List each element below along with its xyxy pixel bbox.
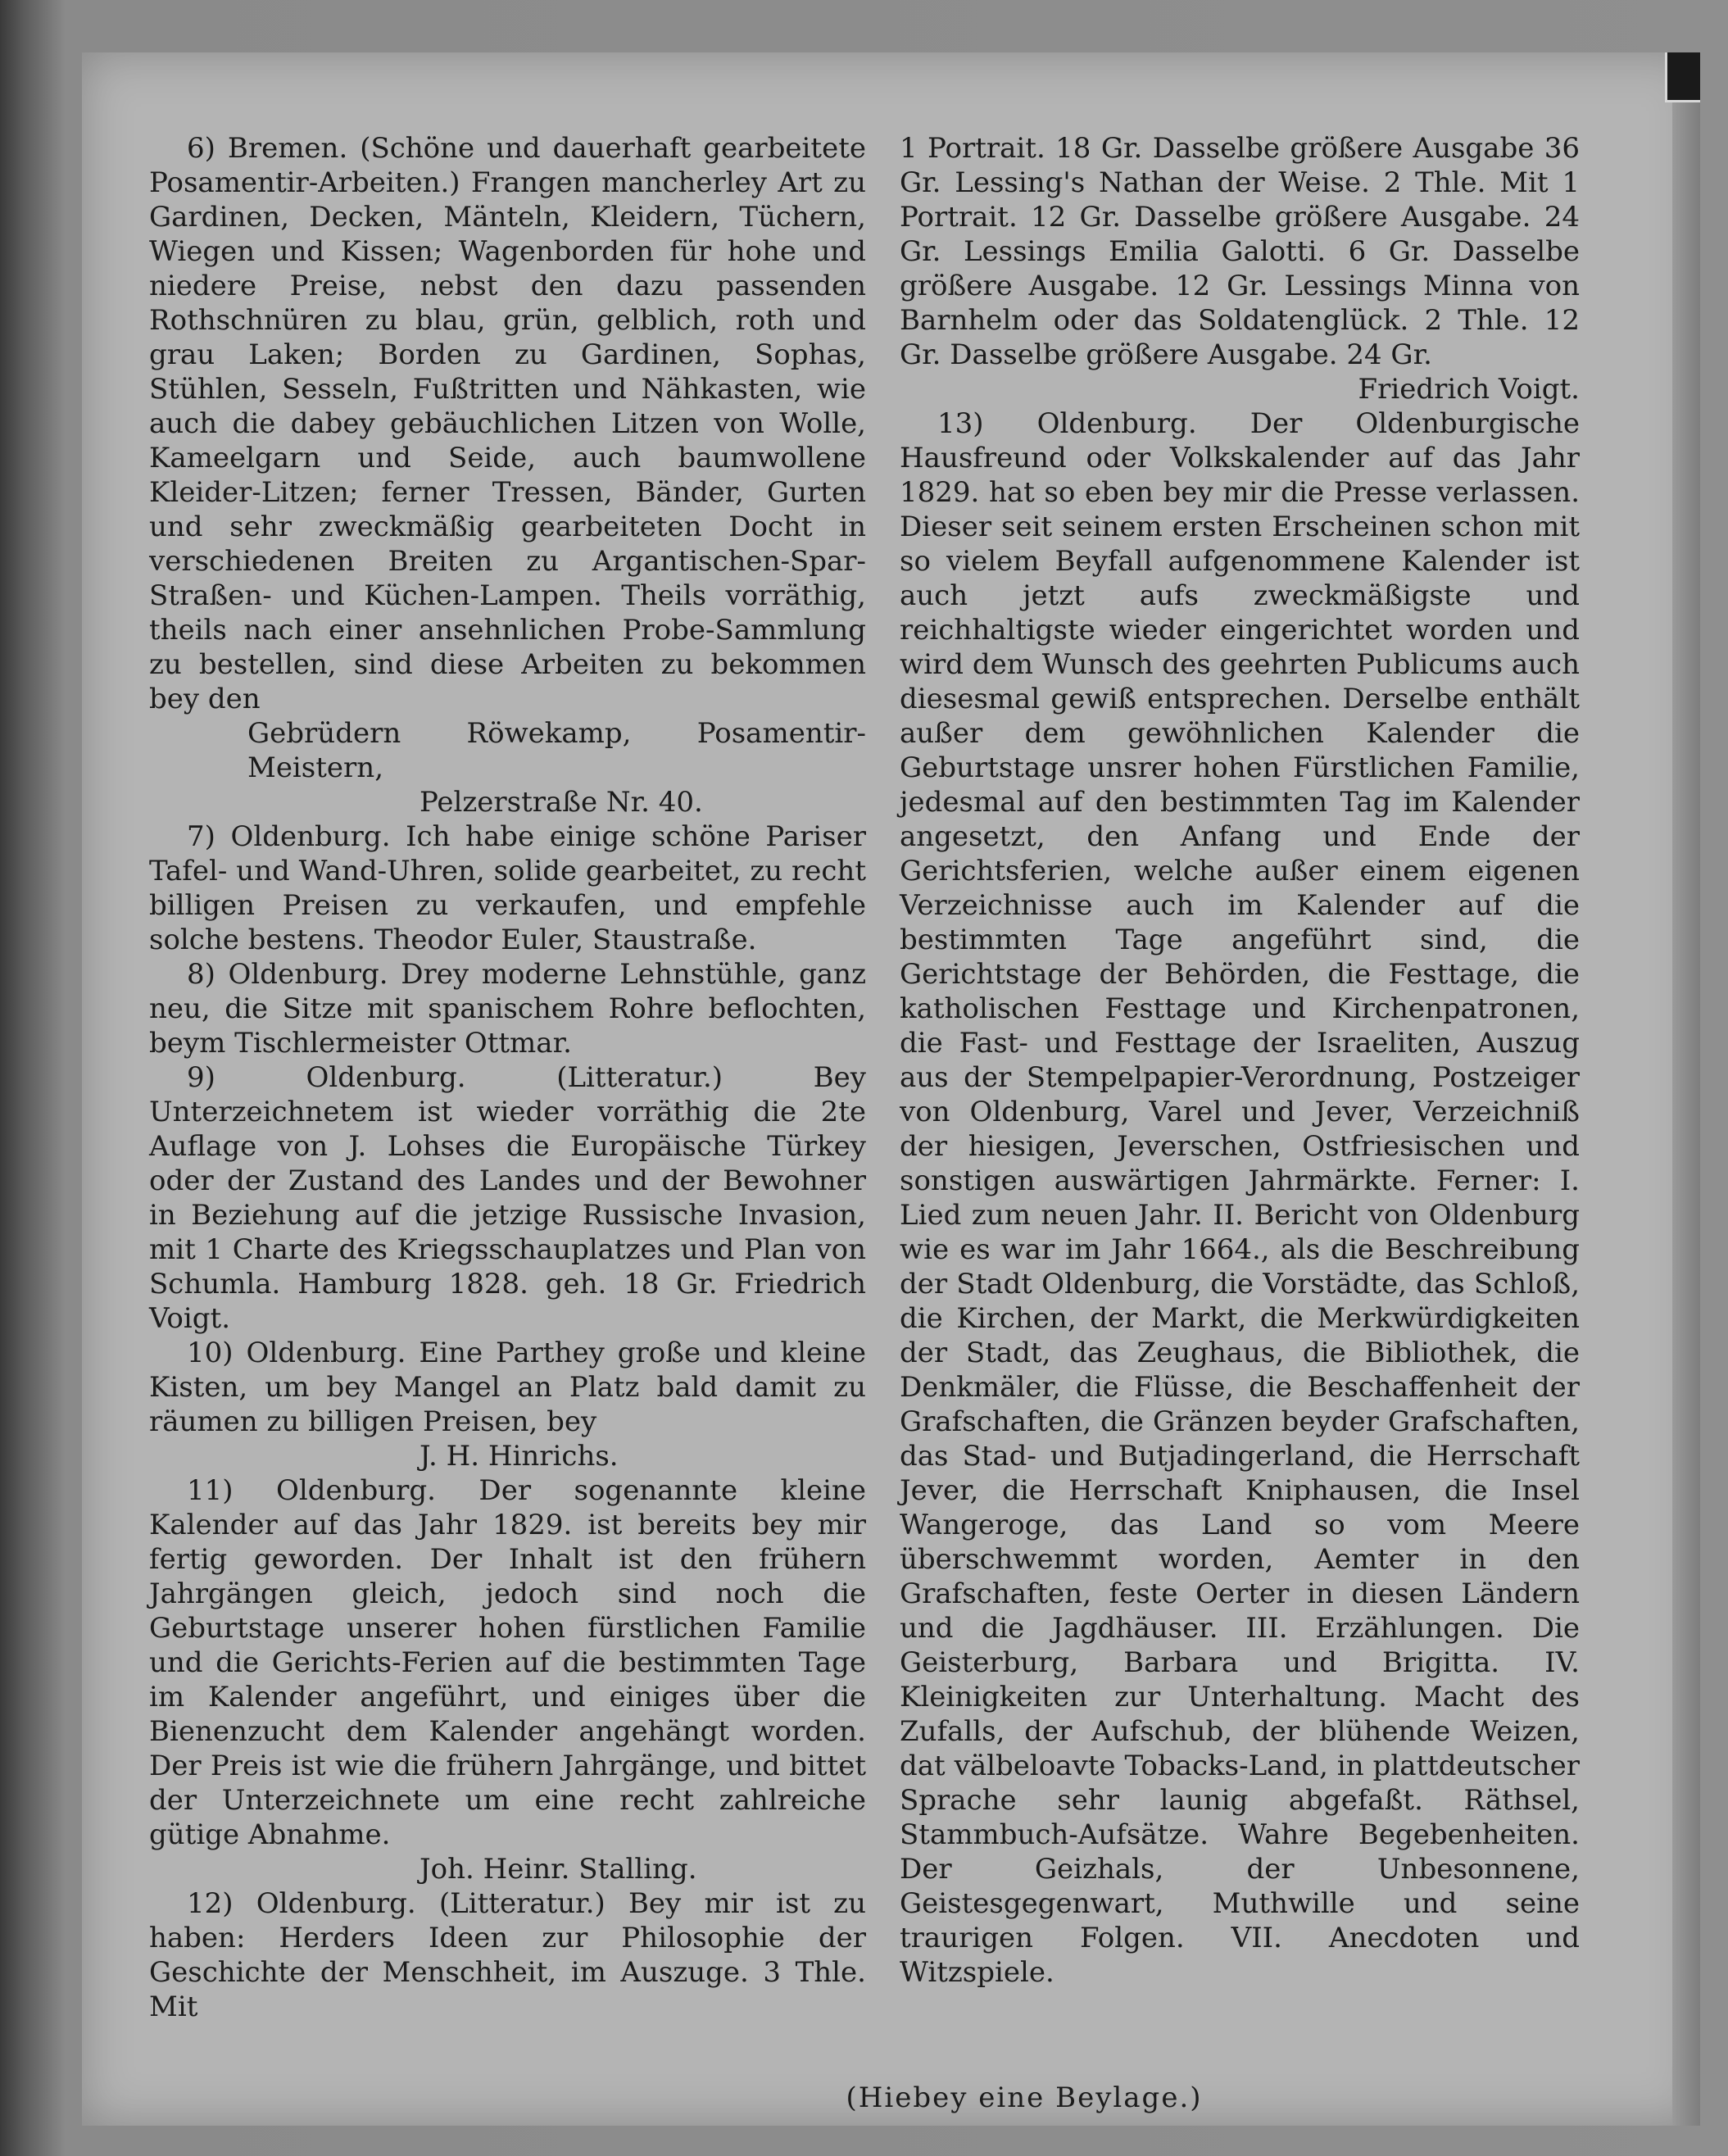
footer-note: (Hiebey eine Beylage.) (846, 2081, 1203, 2114)
page-edge (1672, 52, 1700, 2126)
advertisement-entry: 7) Oldenburg. Ich habe einige schöne Pariser Tafel- und Wand-Uhren, solide gearbeitet, zu recht billigen Preisen zu verkaufen, und empfehle solche bestens. Theodor Euler, Staustraße. (149, 820, 866, 956)
advertisement-entry: 11) Oldenburg. Der sogenannte kleine Kalender auf das Jahr 1829. ist bereits bey mir fertig geworden. Der Inhalt ist den frühern Jahrgängen gleich, jedoch sind noch die Geburtstage unserer hohen fürstlichen Familie und die Gerichts-Ferien auf die bestimmten Tage im Kalender angeführt, und einiges über die Bienenzucht dem Kalender angehängt worden. Der Preis ist wie die frühern Jahrgänge, und bittet der Unterzeichnete um eine recht zahlreiche gütige Abnahme. (149, 1474, 866, 1851)
scan-corner-marker (1665, 52, 1700, 102)
advertisement-entry: 6) Bremen. (Schöne und dauerhaft gearbeitete Posamentir-Arbeiten.) Frangen mancherley Art zu Gardinen, Decken, Mänteln, Kleidern, Tüchern, Wiegen und Kissen; Wagenborden für hohe und niedere Preise, nebst den dazu passenden Rothschnüren zu blau, grün, gelblich, roth und grau Laken; Borden zu Gardinen, Sophas, Stühlen, Sesseln, Fußtritten und Nähkasten, wie auch die dabey gebäuchlichen Litzen von Wolle, Kameelgarn und Seide, auch baumwollene Kleider-Litzen; ferner Tressen, Bänder, Gurten und sehr zweckmäßig gearbeiteten Docht in verschiedenen Breiten zu Argantischen-Spar-Straßen- und Küchen-Lampen. Theils vorräthig, theils nach einer ansehnlichen Probe-Sammlung zu bestellen, sind diese Arbeiten zu bekommen bey den (149, 132, 866, 715)
signature-line: Joh. Heinr. Stalling. (420, 1853, 697, 1886)
continued-text: 1 Portrait. 18 Gr. Dasselbe größere Ausgabe 36 Gr. Lessing's Nathan der Weise. 2 Thle. Mit 1 Portrait. 12 Gr. Dasselbe größere Ausgabe. 24 Gr. Lessings Emilia Galotti. 6 Gr. Dasselbe größere Ausgabe. 12 Gr. Lessings Minna von Barnhelm oder das Soldatenglück. 2 Thle. 12 Gr. Dasselbe größere Ausgabe. 24 Gr. (900, 132, 1580, 371)
left-column (149, 131, 866, 2024)
signature-line: Friedrich Voigt. (1358, 373, 1580, 406)
signature-line: Pelzerstraße Nr. 40. (420, 786, 703, 819)
signature-line: Gebrüdern Röwekamp, Posamentir-Meistern, (247, 717, 866, 784)
advertisement-entry: 10) Oldenburg. Eine Parthey große und kleine Kisten, um bey Mangel an Platz bald damit zu räumen zu billigen Preisen, bey (149, 1337, 866, 1438)
advertisement-entry: 9) Oldenburg. (Litteratur.) Bey Unterzeichnetem ist wieder vorräthig die 2te Auflage von J. Lohses die Europäische Türkey oder der Zustand des Landes und der Bewohner in Beziehung auf die jetzige Russische Invasion, mit 1 Charte des Kriegsschauplatzes und Plan von Schumla. Hamburg 1828. geh. 18 Gr. Friedrich Voigt. (149, 1061, 866, 1335)
advertisement-entry: 8) Oldenburg. Drey moderne Lehnstühle, ganz neu, die Sitze mit spanischem Rohre beflochten, beym Tischlermeister Ottmar. (149, 958, 866, 1060)
advertisement-entry: 13) Oldenburg. Der Oldenburgische Hausfreund oder Volkskalender auf das Jahr 1829. hat so eben bey mir die Presse verlassen. Dieser seit seinem ersten Erscheinen schon mit so vielem Beyfall aufgenommene Kalender ist auch jetzt aufs zweckmäßigste und reichhaltigste wieder eingerichtet worden und wird dem Wunsch des geehrten Publicums auch diesesmal gewiß entsprechen. Derselbe enthält außer dem gewöhnlichen Kalender die Geburtstage unsrer hohen Fürstlichen Familie, jedesmal auf den bestimmten Tag im Kalender angesetzt, den Anfang und Ende der Gerichtsferien, welche außer einem eigenen Verzeichnisse auch im Kalender auf die bestimmten Tage angeführt sind, die Gerichtstage der Behörden, die Festtage, die katholischen Festtage und Kirchenpatronen, die Fast- und Festtage der Israeliten, Auszug aus der Stempelpapier-Verordnung, Postzeiger von Oldenburg, Varel und Jever, Verzeichniß der hiesigen, Jeverschen, Ostfriesischen und sonstigen auswärtigen Jahrmärkte. Ferner: I. Lied zum neuen Jahr. II. Bericht von Oldenburg wie es war im Jahr 1664., als die Beschreibung der Stadt Oldenburg, die Vorstädte, das Schloß, die Kirchen, der Markt, die Merkwürdigkeiten der Stadt, das Zeughaus, die Bibliothek, die Denkmäler, die Flüsse, die Beschaffenheit der Grafschaften, die Gränzen beyder Grafschaften, das Stad- und Butjadingerland, die Herrschaft Jever, die Herrschaft Kniphausen, die Insel Wangeroge, das Land so vom Meere überschwemmt worden, Aemter in den Grafschaften, feste Oerter in diesen Ländern und die Jagdhäuser. III. Erzählungen. Die Geisterburg, Barbara und Brigitta. IV. Kleinigkeiten zur Unterhaltung. Macht des Zufalls, der Aufschub, der blühende Weizen, dat välbeloavte Tobacks-Land, in plattdeutscher Sprache sehr launig abgefaßt. Räthsel, Stammbuch-Aufsätze. Wahre Begebenheiten. Der Geizhals, der Unbesonnene, Geistesgegenwart, Muthwille und seine traurigen Folgen. VII. Anecdoten und Witzspiele. (900, 407, 1580, 1989)
right-column (900, 131, 1580, 1990)
advertisement-entry: 12) Oldenburg. (Litteratur.) Bey mir ist zu haben: Herders Ideen zur Philosophie der Geschichte der Menschheit, im Auszuge. 3 Thle. Mit (149, 1887, 866, 2023)
signature-line: J. H. Hinrichs. (420, 1440, 619, 1473)
